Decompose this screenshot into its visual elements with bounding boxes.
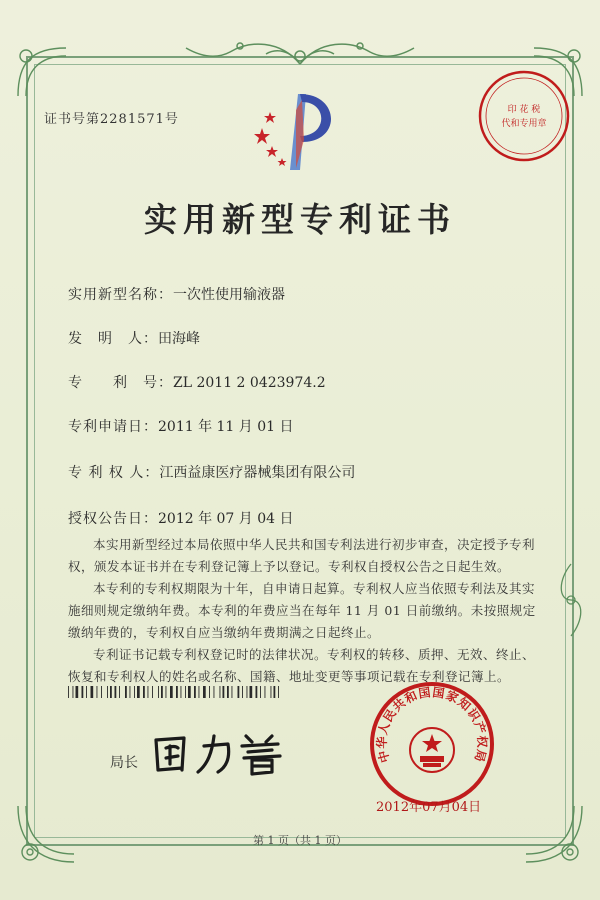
- field-label: 专利申请日：: [68, 419, 158, 435]
- field-utility-model-name: [68, 284, 285, 304]
- field-label: 实用新型名称：: [68, 287, 173, 303]
- page-number: 第 1 页（共 1 页）: [253, 834, 347, 847]
- certificate-body: [68, 534, 538, 688]
- agency-seal: [476, 68, 572, 164]
- official-seal: [368, 680, 496, 808]
- field-label: 专 利 权 人：: [68, 465, 160, 481]
- field-value: 2011 年 11 月 01 日: [158, 419, 294, 435]
- field-value: 江西益康医疗器械集团有限公司: [159, 465, 356, 481]
- certificate-title: 实用新型专利证书: [144, 200, 456, 239]
- certificate-number: 证书号第2281571号: [44, 112, 179, 127]
- field-patent-number: [68, 372, 326, 392]
- barcode: [68, 686, 284, 698]
- corner-ornament-top-left: [12, 42, 72, 102]
- director-signature: [148, 728, 298, 778]
- field-label: 专 利 号：: [68, 375, 173, 391]
- field-value: 田海峰: [158, 331, 200, 347]
- field-inventor: [68, 328, 200, 348]
- top-ornament: [180, 36, 420, 68]
- field-grant-date: [68, 508, 294, 528]
- svg-text:代和专用章: 代和专用章: [501, 119, 547, 129]
- body-paragraph: 本专利的专利权期限为十年，自申请日起算。专利权人应当依照专利法及其实施细则规定缴纳年费。本专利的年费应当在每年 11 月 01 日前缴纳。未按照规定缴纳年费的，专利权自应当缴纳年费期满之日起终止。: [68, 581, 536, 640]
- seal-date: 2012年07月04日: [376, 800, 482, 815]
- body-paragraph: 专利证书记载专利权登记时的法律状况。专利权的转移、质押、无效、终止、恢复和专利权人的姓名或名称、国籍、地址变更等事项记载在专利登记簿上。: [68, 647, 536, 684]
- field-value: ZL 2011 2 0423974.2: [173, 375, 326, 391]
- field-label: 授权公告日：: [68, 511, 158, 527]
- body-paragraph: 本实用新型经过本局依照中华人民共和国专利法进行初步审查，决定授予专利权，颁发本证书并在专利登记簿上予以登记。专利权自授权公告之日起生效。: [68, 537, 536, 574]
- director-label: 局长: [110, 755, 138, 771]
- field-application-date: [68, 416, 294, 436]
- field-value: 2012 年 07 月 04 日: [158, 511, 294, 527]
- side-ornament-right: [556, 560, 586, 640]
- field-patentee: [68, 462, 355, 482]
- field-value: 一次性使用输液器: [173, 287, 285, 303]
- field-label: 发 明 人：: [68, 331, 158, 347]
- cnipa-logo: [250, 80, 350, 180]
- svg-text:印 花 税: 印 花 税: [507, 105, 541, 115]
- svg-text:中华人民共和国国家知识产权局: 中华人民共和国国家知识产权局: [374, 685, 490, 765]
